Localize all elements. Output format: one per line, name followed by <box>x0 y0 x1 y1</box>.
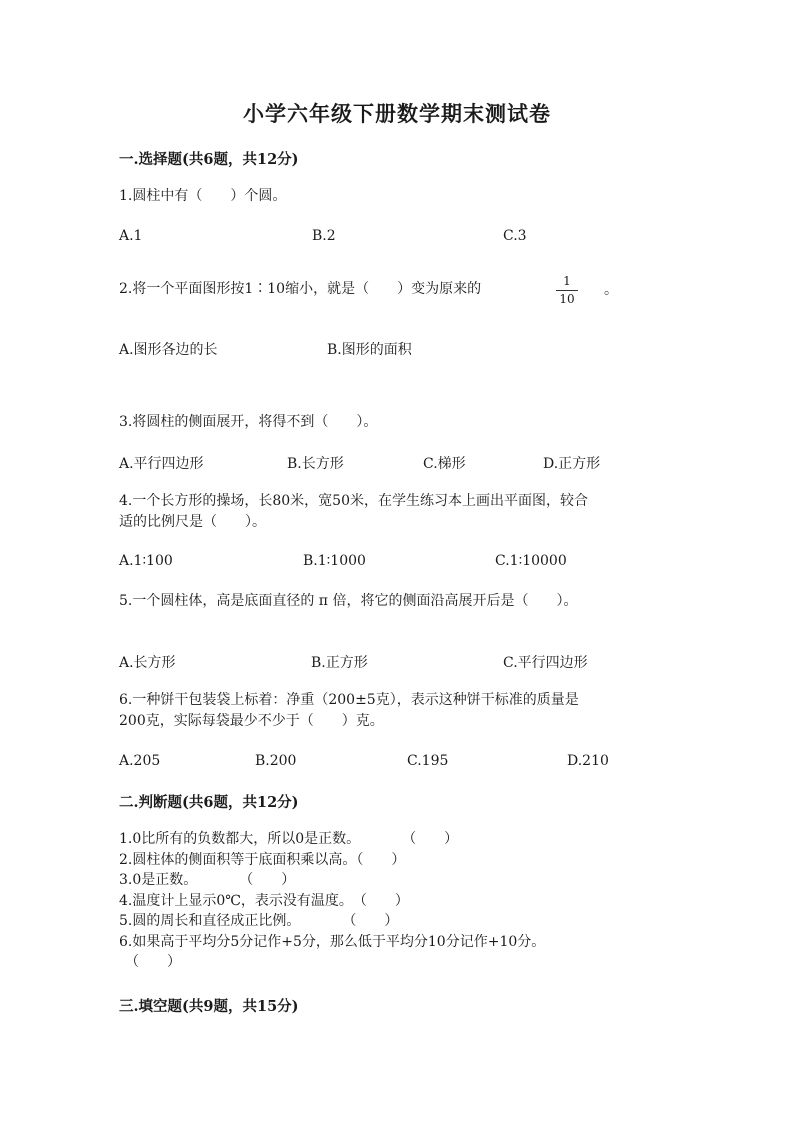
q5-option-b: B.正方形 <box>311 655 368 671</box>
q5-option-a: A.长方形 <box>119 655 176 671</box>
question-6-line-1: 6.一种饼干包装袋上标着：净重（200±5克），表示这种饼干标准的质量是 <box>119 692 579 708</box>
section-judge-heading: 二.判断题(共6题，共12分) <box>119 794 299 811</box>
fraction-denominator: 10 <box>559 292 575 306</box>
q2-option-b: B.图形的面积 <box>327 342 412 358</box>
question-2-tail: 。 <box>604 282 618 298</box>
q6-option-b: B.200 <box>255 753 297 769</box>
fraction-one-tenth <box>556 274 578 307</box>
question-5: 5.一个圆柱体，高是底面直径的 π 倍，将它的侧面沿高展开后是（ ）。 <box>119 593 578 609</box>
q3-option-c: C.梯形 <box>423 456 466 472</box>
q4-option-b: B.1∶1000 <box>303 553 366 569</box>
judge-item-4: 4.温度计上显示0℃，表示没有温度。 （ ） <box>119 892 409 909</box>
judge-item-3: 3.0是正数。 （ ） <box>119 872 296 888</box>
fraction-bar <box>556 290 578 291</box>
q5-option-c: C.平行四边形 <box>503 655 588 671</box>
section-fill-heading: 三.填空题(共9题，共15分) <box>119 998 299 1015</box>
q6-option-a: A.205 <box>119 753 161 769</box>
q6-option-d: D.210 <box>567 753 609 769</box>
judge-item-6-bracket: （ ） <box>125 954 181 970</box>
q3-option-a: A.平行四边形 <box>119 456 204 472</box>
question-1: 1.圆柱中有（ ）个圆。 <box>119 188 287 204</box>
q1-option-c: C.3 <box>503 228 527 244</box>
question-4 <box>119 491 679 533</box>
question-2: 2.将一个平面图形按1∶10缩小，就是（ ）变为原来的 <box>119 281 482 297</box>
judge-item-1: 1.0比所有的负数都大，所以0是正数。 （ ） <box>119 831 459 847</box>
judge-item-6: 6.如果高于平均分5分记作+5分，那么低于平均分10分记作+10分。 <box>119 933 546 950</box>
question-6-line-2: 200克，实际每袋最少不少于（ ）克。 <box>119 713 384 729</box>
q2-option-a: A.图形各边的长 <box>119 342 218 358</box>
question-4-line-1: 4.一个长方形的操场，长80米，宽50米，在学生练习本上画出平面图，较合 <box>119 493 588 509</box>
question-3: 3.将圆柱的侧面展开，将得不到（ ）。 <box>119 414 378 430</box>
q4-option-a: A.1∶100 <box>119 553 173 569</box>
page-title: 小学六年级下册数学期末测试卷 <box>243 101 551 126</box>
q1-option-a: A.1 <box>119 228 143 244</box>
section-choice-heading: 一.选择题(共6题，共12分) <box>119 151 299 168</box>
q3-option-b: B.长方形 <box>287 456 344 472</box>
fraction-numerator: 1 <box>563 274 571 288</box>
q1-option-b: B.2 <box>312 228 336 244</box>
q4-option-c: C.1∶10000 <box>495 553 567 569</box>
judge-item-2: 2.圆柱体的侧面积等于底面积乘以高。（ ） <box>119 851 406 868</box>
judge-list <box>119 829 545 973</box>
question-4-line-2: 适的比例尺是（ ）。 <box>119 514 266 530</box>
q3-option-d: D.正方形 <box>543 456 601 472</box>
judge-item-5: 5.圆的周长和直径成正比例。 （ ） <box>119 913 399 929</box>
question-6 <box>119 690 679 732</box>
q6-option-c: C.195 <box>407 753 449 769</box>
